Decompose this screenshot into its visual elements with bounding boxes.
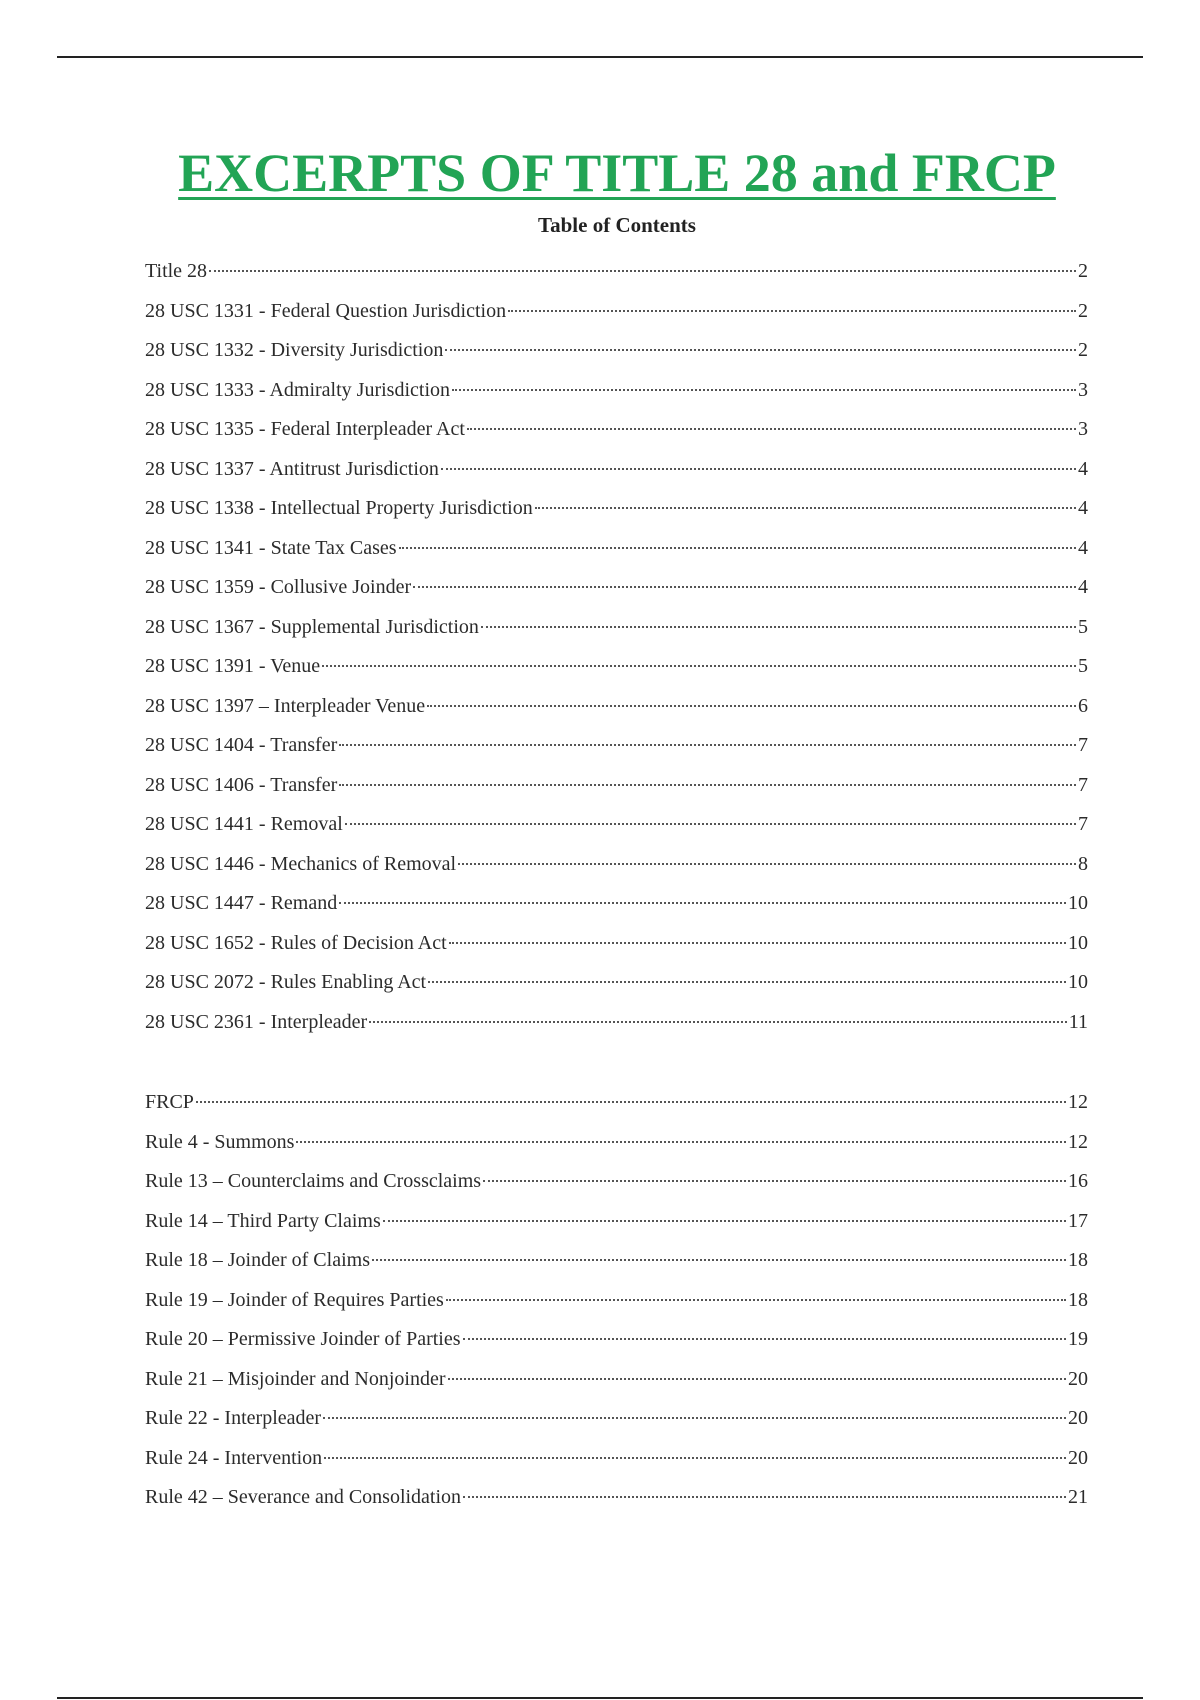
toc-entry-page-number: 20 [1068,1367,1088,1390]
toc-entry[interactable] [145,337,1088,377]
toc-entry-label: 28 USC 1441 - Removal [145,813,343,835]
toc-entry-page-number: 10 [1068,971,1088,993]
toc-dot-leader [345,823,1076,825]
toc-entry-page-number: 2 [1078,339,1088,361]
toc-entry-label: Rule 18 – Joinder of Claims [145,1249,370,1271]
toc-dot-leader [427,705,1076,707]
toc-entry[interactable] [145,1445,1088,1485]
toc-entry-label: Rule 21 – Misjoinder and Nonjoinder [145,1367,446,1390]
toc-section-title28 [145,258,1088,1048]
toc-dot-leader [445,349,1076,351]
toc-entry-page-number: 4 [1078,536,1088,559]
toc-dot-leader [196,1101,1066,1103]
toc-entry-label: 28 USC 1367 - Supplemental Jurisdiction [145,615,479,638]
toc-entry-label: Rule 42 – Severance and Consolidation [145,1486,462,1508]
toc-entry-label: 28 USC 2072 - Rules Enabling Act [145,971,427,993]
toc-entry[interactable] [145,535,1088,575]
toc-entry-page-number: 5 [1078,615,1088,638]
toc-dot-leader [399,547,1076,549]
toc-entry-label: Rule 4 - Summons [145,1130,295,1153]
toc-entry[interactable] [145,1089,1088,1129]
toc-entry-label: 28 USC 1406 - Transfer [145,773,338,796]
toc-dot-leader [369,1021,1067,1023]
toc-entry-page-number: 11 [1068,1010,1088,1033]
toc-dot-leader [324,1457,1066,1459]
toc-entry[interactable] [145,614,1088,654]
toc-entry-label: 28 USC 1446 - Mechanics of Removal [145,852,457,875]
toc-dot-leader [339,744,1076,746]
toc-entry-label: Title 28 [145,260,208,282]
toc-entry[interactable] [145,1326,1088,1366]
toc-entry[interactable] [145,1168,1088,1208]
toc-entry[interactable] [145,1208,1088,1248]
toc-entry-page-number: 20 [1068,1407,1088,1429]
toc-entry-label: 28 USC 1391 - Venue [145,655,321,677]
toc-entry-label: 28 USC 1359 - Collusive Joinder [145,576,412,598]
toc-entry[interactable] [145,416,1088,456]
toc-entry[interactable] [145,851,1088,891]
toc-entry-page-number: 20 [1068,1446,1088,1469]
toc-entry-label: 28 USC 1341 - State Tax Cases [145,536,397,559]
toc-heading: Table of Contents [538,213,696,237]
toc-entry[interactable] [145,456,1088,496]
toc-entry-label: 28 USC 1447 - Remand [145,892,338,914]
toc-entry-label: 28 USC 1333 - Admiralty Jurisdiction [145,378,450,401]
toc-entry-page-number: 8 [1078,852,1088,875]
toc-entry-label: Rule 13 – Counterclaims and Crossclaims [145,1170,482,1192]
toc-dot-leader [322,665,1076,667]
toc-entry-page-number: 12 [1068,1091,1088,1113]
toc-entry[interactable] [145,574,1088,614]
toc-entry[interactable] [145,1484,1088,1524]
toc-dot-leader [323,1417,1066,1419]
toc-dot-leader [483,1180,1066,1182]
toc-dot-leader [296,1141,1066,1143]
toc-dot-leader [383,1220,1066,1222]
toc-entry[interactable] [145,1247,1088,1287]
toc-entry-label: 28 USC 1652 - Rules of Decision Act [145,931,447,954]
toc-entry[interactable] [145,298,1088,338]
toc-entry-label: Rule 19 – Joinder of Requires Parties [145,1288,444,1311]
toc-dot-leader [535,507,1076,509]
toc-entry-label: 28 USC 2361 - Interpleader [145,1010,368,1033]
toc-dot-leader [463,1496,1066,1498]
toc-dot-leader [372,1259,1066,1261]
toc-entry[interactable] [145,377,1088,417]
toc-dot-leader [508,310,1076,312]
toc-entry-page-number: 16 [1068,1170,1088,1192]
toc-entry[interactable] [145,258,1088,298]
toc-entry-page-number: 21 [1068,1486,1088,1508]
toc-entry-label: 28 USC 1397 – Interpleader Venue [145,694,426,717]
toc-entry[interactable] [145,495,1088,535]
toc-dot-leader [467,428,1076,430]
toc-entry-label: 28 USC 1332 - Diversity Jurisdiction [145,339,444,361]
toc-entry-label: Rule 24 - Intervention [145,1446,323,1469]
toc-entry-label: Rule 20 – Permissive Joinder of Parties [145,1328,461,1350]
toc-entry-page-number: 17 [1068,1209,1088,1232]
toc-entry[interactable] [145,732,1088,772]
toc-entry-label: Rule 14 – Third Party Claims [145,1209,381,1232]
toc-dot-leader [209,270,1076,272]
toc-dot-leader [448,1378,1066,1380]
toc-entry-page-number: 6 [1078,694,1088,717]
toc-entry-label: 28 USC 1331 - Federal Question Jurisdiction [145,299,507,322]
toc-dot-leader [458,863,1076,865]
toc-entry[interactable] [145,811,1088,851]
toc-entry[interactable] [145,930,1088,970]
toc-entry-page-number: 3 [1078,378,1088,401]
toc-entry-page-number: 12 [1068,1130,1088,1153]
toc-entry[interactable] [145,890,1088,930]
toc-section-frcp [145,1089,1088,1524]
toc-entry-page-number: 7 [1078,773,1088,796]
toc-entry[interactable] [145,1129,1088,1169]
toc-entry-page-number: 3 [1078,418,1088,440]
toc-dot-leader [428,981,1066,983]
toc-entry-page-number: 2 [1078,299,1088,322]
toc-entry-page-number: 2 [1078,260,1088,282]
toc-entry[interactable] [145,1287,1088,1327]
toc-entry-page-number: 4 [1078,457,1088,480]
toc-dot-leader [481,626,1076,628]
toc-dot-leader [339,784,1076,786]
page-bottom-rule [57,1697,1143,1699]
toc-dot-leader [463,1338,1066,1340]
toc-entry-page-number: 5 [1078,655,1088,677]
toc-dot-leader [413,586,1076,588]
toc-entry[interactable] [145,653,1088,693]
toc-entry-label: 28 USC 1338 - Intellectual Property Jurisdiction [145,497,533,519]
toc-entry-page-number: 19 [1068,1328,1088,1350]
toc-entry-page-number: 4 [1078,497,1088,519]
toc-entry-label: 28 USC 1404 - Transfer [145,734,338,756]
toc-dot-leader [446,1299,1066,1301]
toc-entry-page-number: 7 [1078,734,1088,756]
page-top-rule [57,56,1143,58]
toc-entry-page-number: 18 [1068,1249,1088,1271]
toc-dot-leader [452,389,1076,391]
toc-entry-page-number: 7 [1078,813,1088,835]
toc-dot-leader [441,468,1076,470]
toc-entry[interactable] [145,1009,1088,1049]
toc-entry[interactable] [145,1366,1088,1406]
toc-entry-page-number: 18 [1068,1288,1088,1311]
toc-entry-label: Rule 22 - Interpleader [145,1407,322,1429]
toc-entry-label: FRCP [145,1091,194,1113]
toc-entry-page-number: 10 [1068,892,1088,914]
toc-entry[interactable] [145,693,1088,733]
toc-entry-label: 28 USC 1335 - Federal Interpleader Act [145,418,465,440]
document-title: EXCERPTS OF TITLE 28 and FRCP [178,143,1056,203]
toc-dot-leader [449,942,1066,944]
toc-entry-page-number: 10 [1068,931,1088,954]
toc-entry-page-number: 4 [1078,576,1088,598]
toc-entry-label: 28 USC 1337 - Antitrust Jurisdiction [145,457,439,480]
toc-entry[interactable] [145,1405,1088,1445]
toc-dot-leader [339,902,1066,904]
toc-entry[interactable] [145,969,1088,1009]
toc-entry[interactable] [145,772,1088,812]
